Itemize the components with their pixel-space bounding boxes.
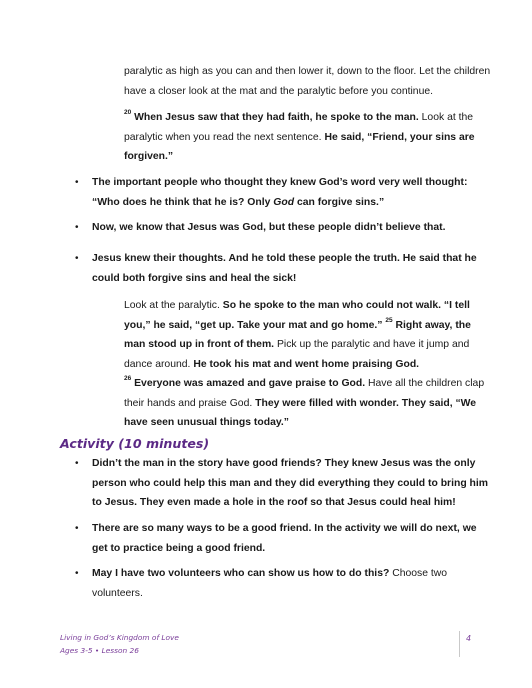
paragraph-verse-20 <box>124 108 494 167</box>
bullet-marker: • <box>75 253 79 264</box>
verse-number: 20 <box>124 109 132 116</box>
bullet-item: Jesus knew their thoughts. And he told these people the truth. He said that he could both forgive sins and heal the sick! <box>92 253 477 284</box>
scripture-text: When Jesus saw that they had faith, he spoke to the man. <box>131 112 419 123</box>
verse-number: 26 <box>124 375 132 382</box>
activity-heading: Activity (10 minutes) <box>60 436 210 451</box>
footer-divider <box>459 631 460 657</box>
verse-number: 25 <box>385 316 393 324</box>
page-footer <box>60 631 179 657</box>
bullet-item: The important people who thought they knew God’s word very well thought: “Who does he think that he is? Only God can forgive sins.” <box>92 177 468 208</box>
paragraph-text: paralytic as high as you can and then lower it, down to the floor. Let the children have a closer look at the mat and the paralytic before you continue. <box>124 66 491 97</box>
bullet-item: Now, we know that Jesus was God, but these people didn’t believe that. <box>92 222 446 233</box>
bullet-marker: • <box>75 568 79 579</box>
paragraph-verse-24-25: Look at the paralytic. So he spoke to the man who could not walk. “I tell you,” he said, “get up. Take your mat and go home.” $^{25}$ Right away, the man stood up in front of them. Pick up the paralytic and have it jump and dance around. He took his mat and went home praising God. <box>124 300 471 370</box>
bullet-marker: • <box>75 458 79 469</box>
paragraph-instruction-lift <box>124 62 494 101</box>
scripture-text: He said, “Friend, your sins are forgiven.” <box>124 131 475 162</box>
bullet-marker: • <box>75 177 79 188</box>
bullet-item: May I have two volunteers who can show us how to do this? Choose two volunteers. <box>92 568 448 599</box>
footer-subtitle: Ages 3-5 • Lesson 26 <box>60 646 139 655</box>
footer-title: Living in God’s Kingdom of Love <box>60 633 179 642</box>
bullet-marker: • <box>75 222 79 233</box>
bullet-marker: • <box>75 523 79 534</box>
paragraph-verse-26: $^{26}$ Everyone was amazed and gave praise to God. Have all the children clap their hands and praise God. They were filled with wonder. They said, “We have seen unusual things today.” <box>124 375 485 428</box>
instruction-text: Look at the paralytic when you read the next sentence. <box>124 112 474 143</box>
bullet-item: Didn’t the man in the story have good friends? They knew Jesus was the only person who could help this man and they did everything they could to bring him to Jesus. They even made a hole in the roof so that Jesus could heal him! <box>92 458 489 508</box>
page-number: 4 <box>466 634 472 643</box>
bullet-item: There are so many ways to be a good friend. In the activity we will do next, we get to practice being a good friend. <box>92 523 477 554</box>
